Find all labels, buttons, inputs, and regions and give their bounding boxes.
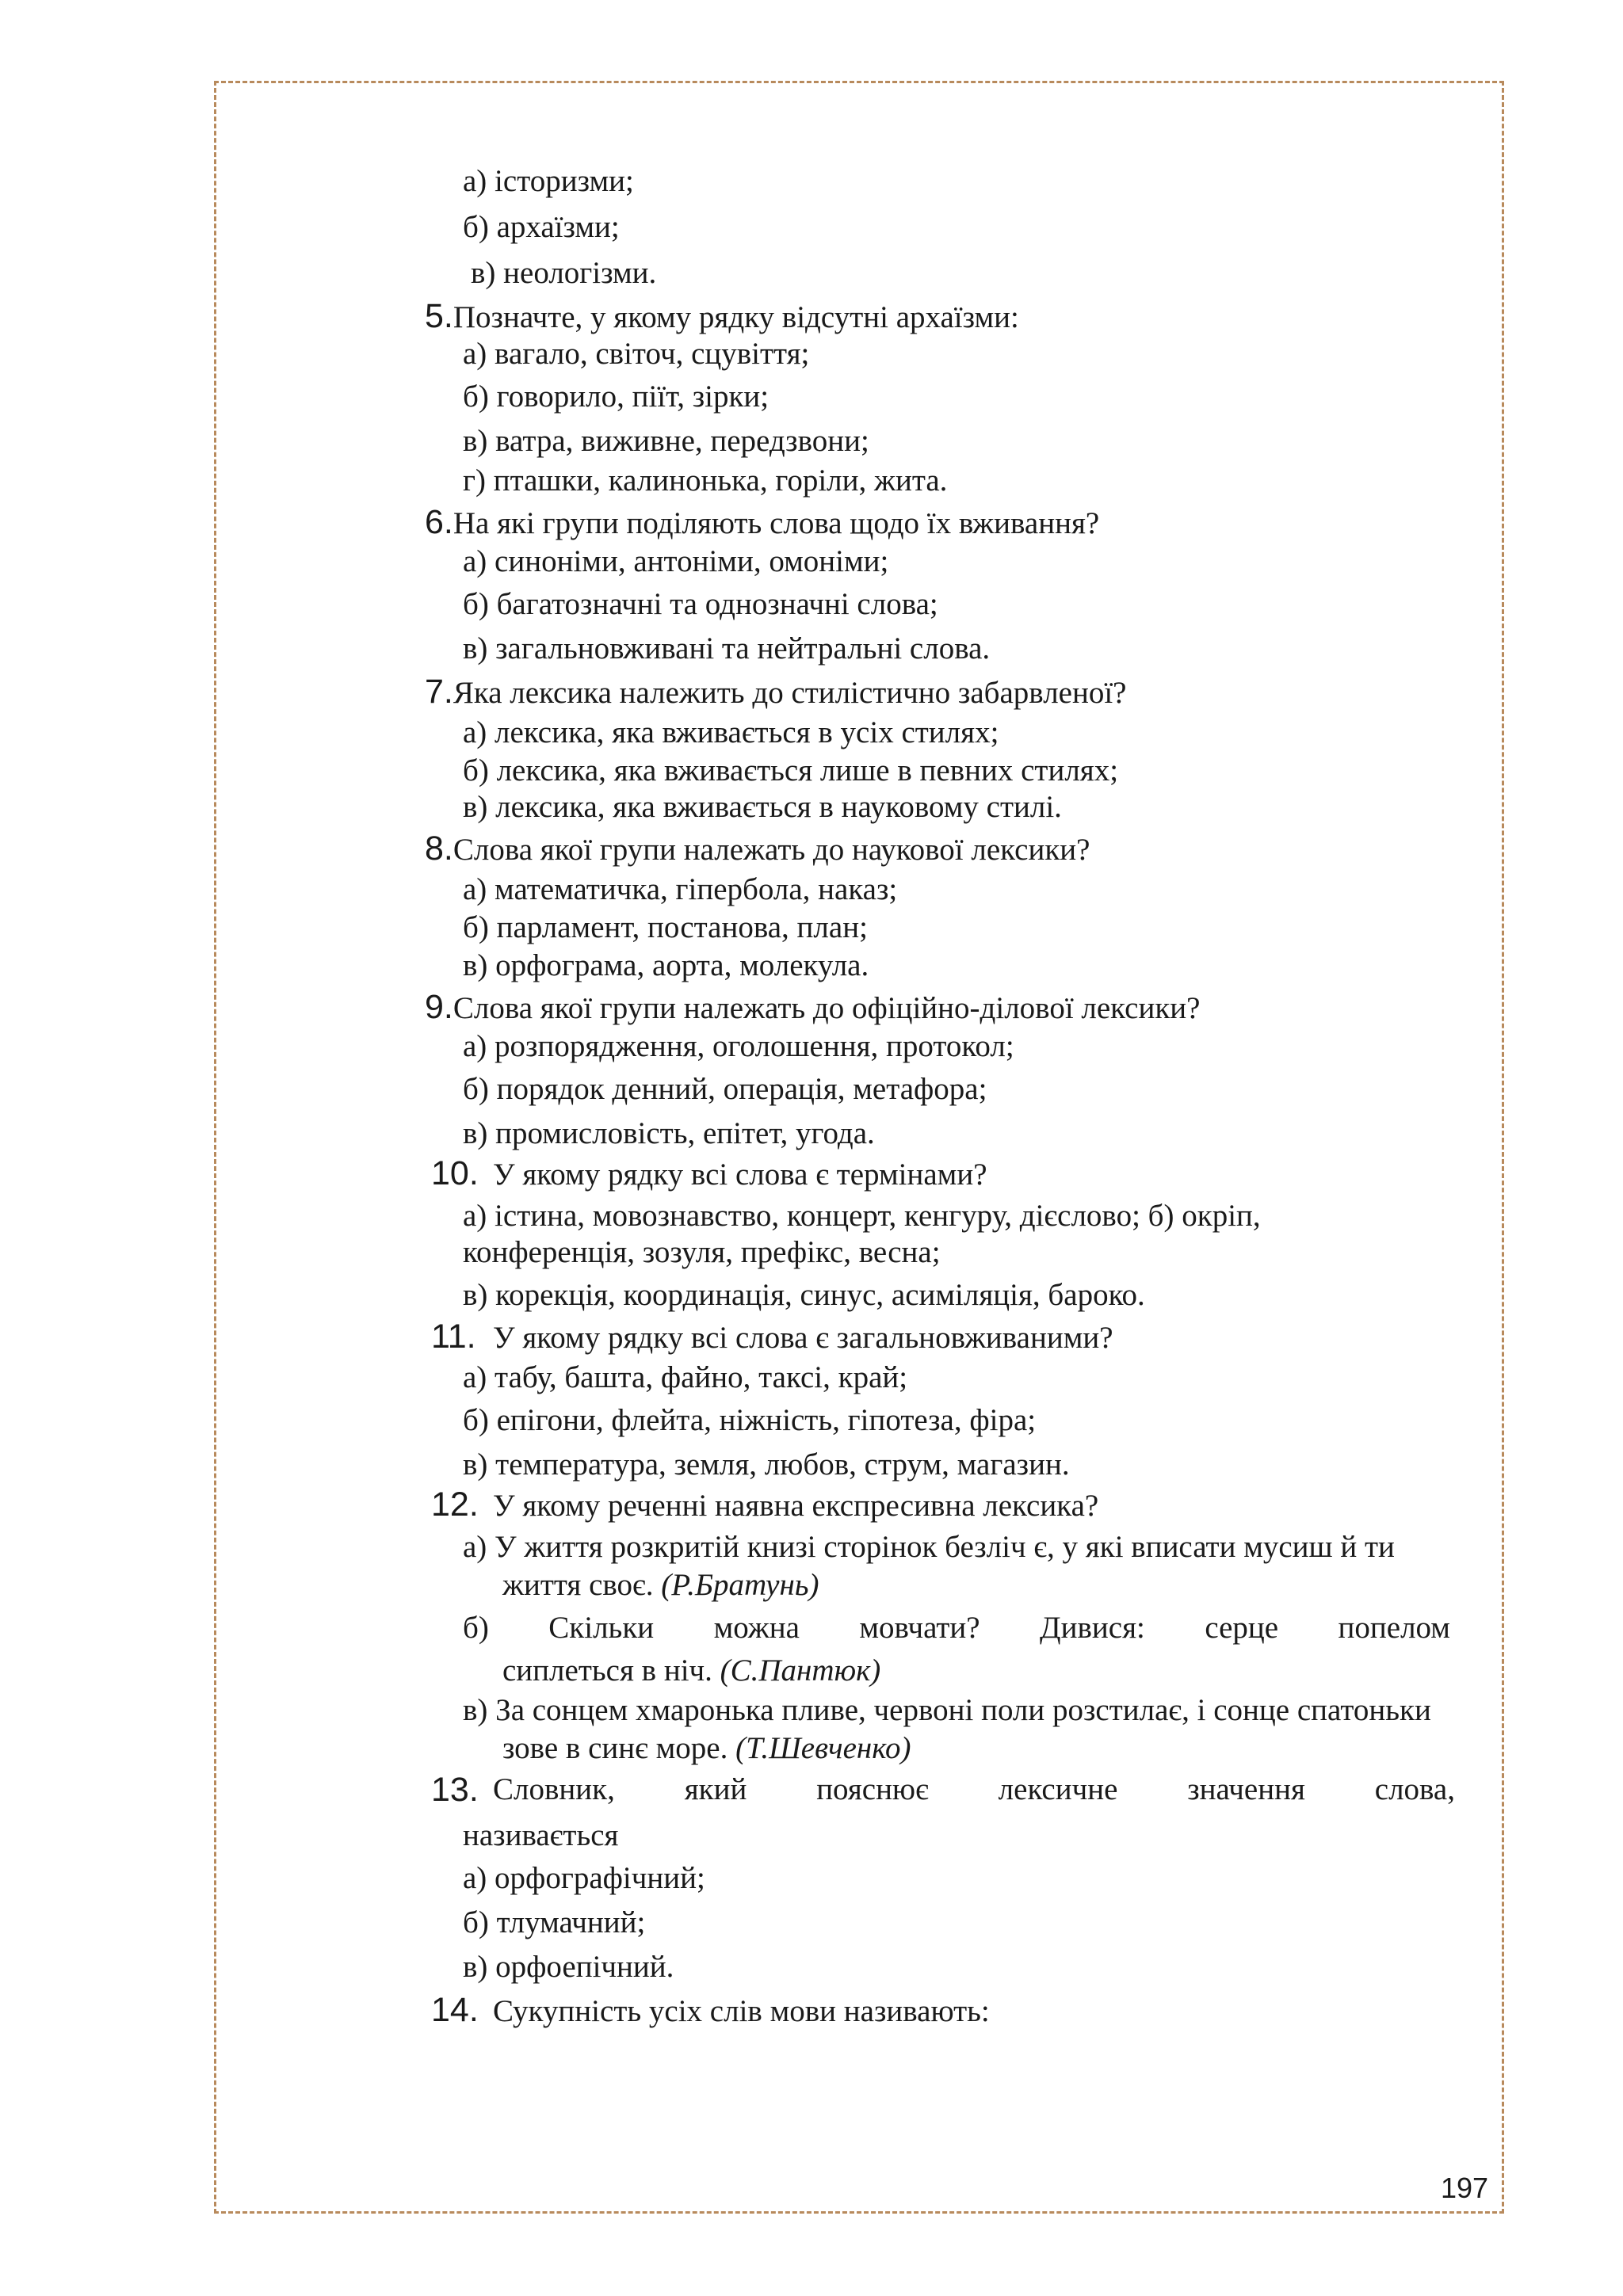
- q8-option-a: а) математичка, гіпербола, наказ;: [463, 872, 898, 906]
- q6-number: 6.: [425, 503, 453, 541]
- q10-option-c: в) корекція, координація, синус, асиміляція, бароко.: [463, 1278, 1145, 1312]
- q12-option-c-line2: [502, 1730, 911, 1767]
- q12-option-a-text: життя своє.: [502, 1568, 654, 1602]
- q13-option-a: а) орфографічний;: [463, 1861, 705, 1895]
- q5-text: Позначте, у якому рядку відсутні архаїзми:: [453, 300, 1019, 334]
- q7-option-a: а) лексика, яка вживається в усіх стилях;: [463, 715, 999, 749]
- q10-text: У якому рядку всі слова є термінами?: [493, 1158, 987, 1192]
- q10-number: 10.: [431, 1154, 479, 1192]
- q12-option-b-text: сиплеться в ніч.: [502, 1653, 712, 1688]
- q6-heading: [425, 504, 1099, 542]
- q13-heading: [431, 1772, 1455, 1808]
- q8-text: Слова якої групи належать до наукової лексики?: [453, 833, 1090, 867]
- q4-option-c: в) неологізми.: [471, 256, 657, 290]
- q5-heading: [425, 298, 1019, 336]
- q11-option-b: б) епігони, флейта, ніжність, гіпотеза, фіра;: [463, 1403, 1037, 1437]
- q9-option-c: в) промисловість, епітет, угода.: [463, 1116, 875, 1150]
- q13-option-b: б) тлумачний;: [463, 1905, 646, 1939]
- q12-option-b-author: (С.Пантюк): [720, 1653, 881, 1688]
- q9-heading: [425, 989, 1200, 1027]
- q12-heading: [431, 1486, 1098, 1524]
- q10-option-a-line2: конференція, зозуля, префікс, весна;: [463, 1235, 941, 1269]
- q11-option-a: а) табу, башта, файно, таксі, край;: [463, 1360, 908, 1394]
- q13-option-c: в) орфоепічний.: [463, 1950, 674, 1984]
- page-number: 197: [1441, 2172, 1489, 2204]
- q4-option-a: а) історизми;: [463, 164, 634, 198]
- q11-number: 11.: [431, 1318, 476, 1356]
- q8-heading: [425, 830, 1090, 868]
- q7-text: Яка лексика належить до стилістично забарвленої?: [453, 676, 1127, 710]
- q7-heading: [425, 673, 1126, 711]
- q10-option-a-line1: а) істина, мовознавство, концерт, кенгуру, дієслово; б) окріп,: [463, 1199, 1261, 1233]
- q10-heading: [431, 1155, 987, 1193]
- q13-number: 13.: [431, 1771, 479, 1809]
- q12-option-a-line1: а) У життя розкритій книзі сторінок безліч є, у які вписати мусиш й ти: [463, 1530, 1395, 1564]
- q8-option-c: в) орфограма, аорта, молекула.: [463, 948, 869, 982]
- q6-option-c: в) загальновживані та нейтральні слова.: [463, 631, 991, 666]
- q11-heading: [431, 1318, 1113, 1356]
- q12-option-a-line2: [502, 1567, 819, 1604]
- q12-number: 12.: [431, 1486, 479, 1524]
- q12-option-b-line1: б) Скільки можна мовчати? Дивися: серце попелом: [463, 1611, 1450, 1645]
- q7-option-b: б) лексика, яка вживається лише в певних стилях;: [463, 753, 1119, 788]
- q7-number: 7.: [425, 673, 453, 711]
- q5-option-b: б) говорило, піїт, зірки;: [463, 379, 769, 414]
- q9-number: 9.: [425, 988, 453, 1026]
- q6-text: На які групи поділяють слова щодо їх вживання?: [453, 506, 1100, 540]
- q9-text: Слова якої групи належать до офіційно-ділової лексики?: [453, 991, 1201, 1025]
- q12-option-b-line2: [502, 1653, 880, 1689]
- q5-number: 5.: [425, 297, 453, 335]
- q6-option-a: а) синоніми, антоніми, омоніми;: [463, 544, 889, 578]
- q7-option-c: в) лексика, яка вживається в науковому стилі.: [463, 790, 1062, 824]
- q5-option-c: в) ватра, виживне, передзвони;: [463, 424, 869, 458]
- q14-text: Сукупність усіх слів мови називають:: [493, 1994, 990, 2028]
- q14-heading: [431, 1992, 990, 2030]
- q12-option-c-line1: в) За сонцем хмаронька пливе, червоні поли розстилає, і сонце спатоньки: [463, 1693, 1431, 1727]
- q11-text: У якому рядку всі слова є загальновживаними?: [493, 1321, 1113, 1355]
- q4-option-b: б) архаїзми;: [463, 210, 620, 244]
- q13-text-line1: Словник, який пояснює лексичне значення слова,: [493, 1772, 1455, 1806]
- q5-option-d: г) пташки, калинонька, горіли, жита.: [463, 463, 948, 498]
- q11-option-c: в) температура, земля, любов, струм, магазин.: [463, 1447, 1070, 1482]
- q12-option-a-author: (Р.Братунь): [661, 1568, 819, 1602]
- q5-option-a: а) вагало, світоч, сцувіття;: [463, 337, 810, 371]
- q8-number: 8.: [425, 830, 453, 868]
- q8-option-b: б) парламент, постанова, план;: [463, 910, 868, 944]
- q12-text: У якому реченні наявна експресивна лексика?: [493, 1489, 1099, 1523]
- q9-option-a: а) розпорядження, оголошення, протокол;: [463, 1029, 1014, 1063]
- q14-number: 14.: [431, 1991, 479, 2029]
- q9-option-b: б) порядок денний, операція, метафора;: [463, 1072, 987, 1106]
- q13-text-line2: називається: [463, 1818, 619, 1852]
- q6-option-b: б) багатозначні та однозначні слова;: [463, 587, 938, 621]
- q12-option-c-author: (Т.Шевченко): [735, 1731, 911, 1765]
- q12-option-c-text: зове в синє море.: [502, 1731, 728, 1765]
